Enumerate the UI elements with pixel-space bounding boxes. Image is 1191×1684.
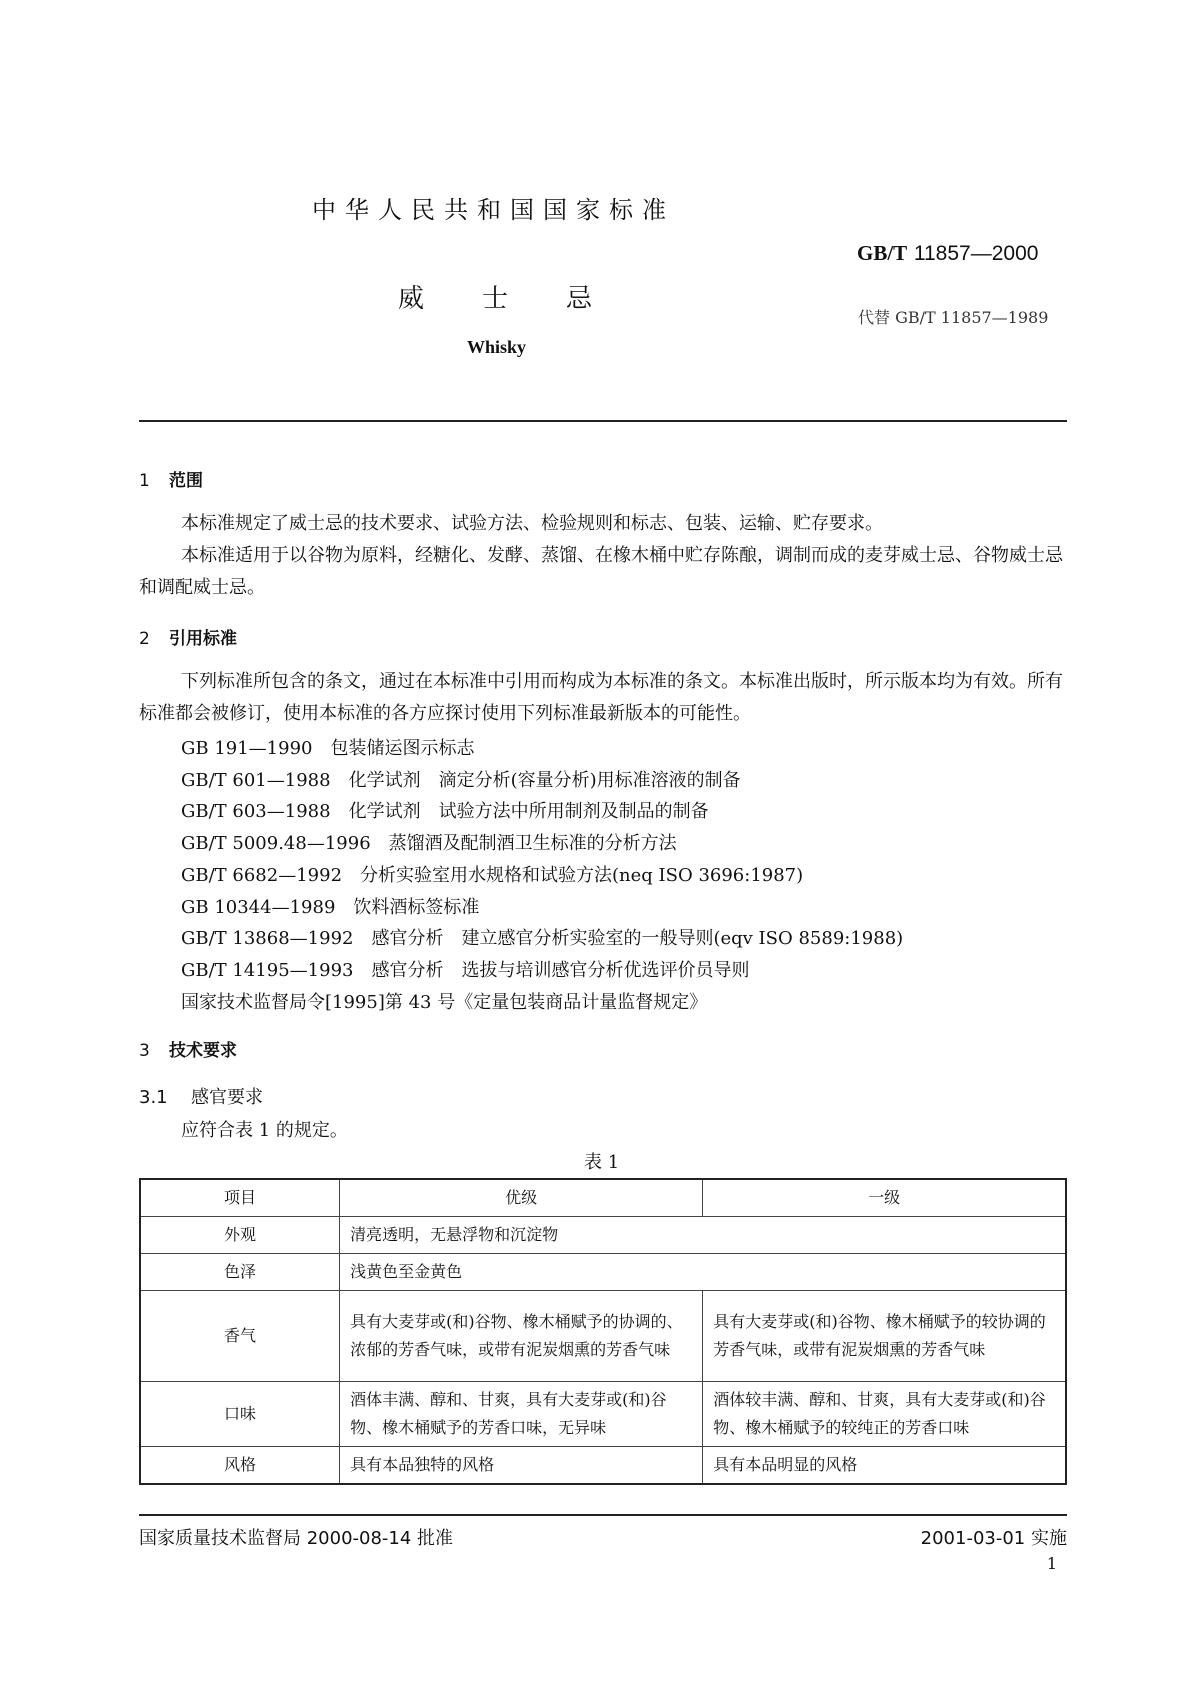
approval-text: 国家质量技术监督局 2000-08-14 批准 (139, 1528, 454, 1549)
section-number: 2 (139, 629, 150, 649)
header-cell: 优级 (340, 1179, 703, 1217)
reference-title: 化学试剂 滴定分析(容量分析)用标准溶液的制备 (348, 770, 741, 791)
premium-cell: 具有本品独特的风格 (340, 1447, 703, 1485)
item-cell: 风格 (140, 1447, 340, 1485)
section-2-paragraph: 下列标准所包含的条文，通过在本标准中引用而构成为本标准的条文。本标准出版时，所示版本均为有效。所有标准都会被修订，使用本标准的各方应探讨使用下列标准最新版本的可能性。 (139, 671, 1063, 724)
first-grade-cell: 具有大麦芽或(和)谷物、橡木桶赋予的较协调的芳香气味，或带有泥炭烟熏的芳香气味 (703, 1291, 1066, 1382)
first-grade-cell: 酒体较丰满、醇和、甘爽，具有大麦芽或(和)谷物、橡木桶赋予的较纯正的芳香口味 (703, 1382, 1066, 1447)
reference-item (181, 988, 707, 1014)
document-title (398, 278, 650, 315)
section-1-paragraph-2: 本标准适用于以谷物为原料，经糖化、发酵、蒸馏、在橡木桶中贮存陈酿，调制而成的麦芽威士忌、谷物威士忌和调配威士忌。 (139, 545, 1063, 598)
table-row (140, 1291, 1066, 1382)
section-title: 技术要求 (169, 1041, 237, 1061)
page-number: 1 (1046, 1554, 1057, 1573)
reference-item (181, 861, 803, 887)
item-cell: 口味 (140, 1382, 340, 1447)
sensory-requirements-table (139, 1178, 1067, 1485)
table-row (140, 1217, 1066, 1254)
premium-cell: 酒体丰满、醇和、甘爽，具有大麦芽或(和)谷物、橡木桶赋予的芳香口味，无异味 (340, 1382, 703, 1447)
english-title: Whisky (467, 337, 527, 357)
table-row (140, 1447, 1066, 1485)
reference-code: GB/T 6682—1992 (181, 865, 343, 886)
table-row (140, 1382, 1066, 1447)
reference-code: GB/T 14195—1993 (181, 960, 354, 981)
reference-title: 饮料酒标签标准 (353, 897, 480, 918)
reference-item (181, 797, 709, 823)
reference-code: GB 191—1990 (181, 738, 313, 759)
item-cell: 色泽 (140, 1254, 340, 1291)
reference-title: 化学试剂 试验方法中所用制剂及制品的制备 (348, 801, 709, 822)
reference-code: GB/T 5009.48—1996 (181, 833, 371, 854)
section-title: 引用标准 (169, 629, 237, 649)
title-char: 士 (482, 284, 509, 314)
standard-category: 中华人民共和国国家标准 (312, 196, 675, 224)
header-cell: 项目 (140, 1179, 340, 1217)
reference-item (181, 893, 479, 919)
reference-code: GB 10344—1989 (181, 897, 336, 918)
premium-cell: 具有大麦芽或(和)谷物、橡木桶赋予的协调的、浓郁的芳香气味，或带有泥炭烟熏的芳香气味 (340, 1291, 703, 1382)
standard-prefix: GB/T (857, 241, 908, 265)
reference-item (181, 956, 749, 982)
replaces-standard: 代替 GB/T 11857—1989 (858, 308, 1049, 327)
reference-code: GB/T 13868—1992 (181, 928, 354, 949)
reference-title: 感官分析 建立感官分析实验室的一般导则(eqv ISO 8589:1988) (371, 928, 904, 949)
item-cell: 外观 (140, 1217, 340, 1254)
section-3-heading (139, 1036, 237, 1061)
section-2-heading (139, 624, 237, 649)
subsection-3-1-heading (139, 1083, 263, 1109)
table-header-row (140, 1179, 1066, 1217)
reference-item (181, 734, 475, 760)
reference-item (181, 766, 741, 792)
first-grade-cell: 具有本品明显的风格 (703, 1447, 1066, 1485)
effective-date: 2001-03-01 实施 (920, 1528, 1067, 1549)
section-1-heading (139, 466, 203, 491)
reference-title: 包装储运图示标志 (330, 738, 475, 759)
standard-number-value: 11857—2000 (913, 242, 1039, 265)
reference-title: 感官分析 选拔与培训感官分析优选评价员导则 (371, 960, 750, 981)
reference-title: 国家技术监督局令[1995]第 43 号《定量包装商品计量监督规定》 (181, 992, 708, 1013)
header-cell: 一级 (703, 1179, 1066, 1217)
footer-divider (139, 1514, 1067, 1516)
reference-code: GB/T 603—1988 (181, 801, 331, 822)
reference-item (181, 829, 677, 855)
item-cell: 香气 (140, 1291, 340, 1382)
section-number: 3 (139, 1041, 150, 1061)
value-cell: 浅黄色至金黄色 (340, 1254, 1066, 1291)
reference-code: GB/T 601—1988 (181, 770, 331, 791)
subsection-3-1-text: 应符合表 1 的规定。 (181, 1120, 348, 1141)
title-char: 忌 (566, 284, 593, 314)
table-caption: 表 1 (584, 1152, 620, 1173)
value-cell: 清亮透明，无悬浮物和沉淀物 (340, 1217, 1066, 1254)
section-1-paragraph-1: 本标准规定了威士忌的技术要求、试验方法、检验规则和标志、包装、运输、贮存要求。 (181, 513, 883, 534)
table-row (140, 1254, 1066, 1291)
section-number: 3.1 (139, 1087, 168, 1108)
section-title: 范围 (169, 471, 203, 491)
reference-title: 蒸馏酒及配制酒卫生标准的分析方法 (388, 833, 677, 854)
standard-number (857, 241, 1038, 266)
header-divider (139, 420, 1067, 422)
title-char: 威 (398, 284, 425, 314)
section-title: 感官要求 (191, 1087, 263, 1108)
reference-item (181, 924, 903, 950)
reference-title: 分析实验室用水规格和试验方法(neq ISO 3696:1987) (360, 865, 804, 886)
section-number: 1 (139, 471, 150, 491)
